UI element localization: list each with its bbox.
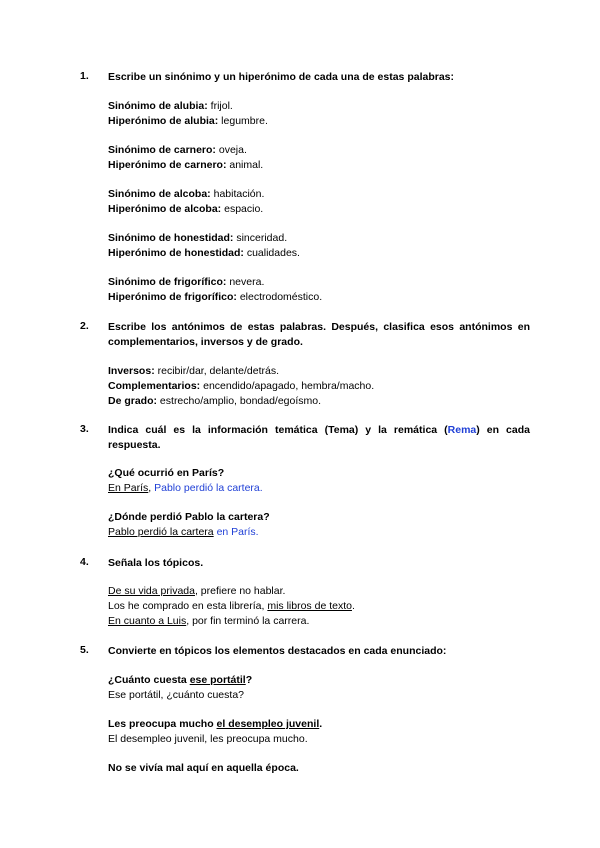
synonym-line: Sinónimo de honestidad: sinceridad. [108, 232, 288, 244]
converted-line: Ese portátil, ¿cuánto cuesta? [108, 689, 244, 701]
hypernym-line: Hiperónimo de frigorífico: electrodoméstico. [108, 291, 323, 303]
sub-question: ¿Qué ocurrió en París? [108, 467, 225, 479]
antonym-line: Complementarios: encendido/apagado, hembra/macho. [108, 380, 375, 392]
synonym-line: Sinónimo de carnero: oveja. [108, 144, 247, 156]
tema-text: En París [108, 482, 149, 494]
question-text: Escribe los antónimos de estas palabras. Después, clasifica esos antónimos en complementarios, inversos y de grado. [108, 321, 530, 348]
antonym-line: De grado: estrecho/amplio, bondad/egoísmo. [108, 395, 322, 407]
topic-line: De su vida privada, prefiere no hablar. [108, 585, 286, 597]
answer-3 [108, 466, 528, 540]
tema-text: Pablo perdió la cartera [108, 526, 214, 538]
answer-5 [108, 673, 528, 776]
question-number: 5. [80, 644, 89, 656]
statement-line: ¿Cuánto cuesta ese portátil? [108, 674, 253, 686]
answer-1 [108, 99, 528, 305]
synonym-line: Sinónimo de alubia: frijol. [108, 100, 233, 112]
hypernym-line: Hiperónimo de alubia: legumbre. [108, 115, 268, 127]
hypernym-line: Hiperónimo de honestidad: cualidades. [108, 247, 300, 259]
answer-4 [108, 584, 528, 629]
topic-line: Los he comprado en esta librería, mis libros de texto. [108, 600, 355, 612]
question-1 [80, 70, 530, 85]
rema-text: en París. [216, 526, 259, 538]
rema-label: Rema [447, 424, 477, 436]
hypernym-line: Hiperónimo de carnero: animal. [108, 159, 264, 171]
answer-line [108, 525, 528, 540]
question-5 [80, 644, 530, 659]
hypernym-line: Hiperónimo de alcoba: espacio. [108, 203, 264, 215]
synonym-line: Sinónimo de alcoba: habitación. [108, 188, 265, 200]
statement-line: No se vivía mal aquí en aquella época. [108, 762, 299, 774]
synonym-line: Sinónimo de frigorífico: nevera. [108, 276, 265, 288]
statement-line: Les preocupa mucho el desempleo juvenil. [108, 718, 323, 730]
topic-line: En cuanto a Luis, por fin terminó la carrera. [108, 615, 310, 627]
antonym-line: Inversos: recibir/dar, delante/detrás. [108, 365, 280, 377]
question-text: Señala los tópicos. [108, 557, 204, 569]
answer-line: En París, Pablo perdió la cartera. [108, 482, 263, 494]
question-4 [80, 556, 530, 571]
question-3 [80, 423, 530, 453]
question-number: 1. [80, 70, 89, 82]
question-text: Convierte en tópicos los elementos destacados en cada enunciado: [108, 645, 447, 657]
question-2 [80, 320, 530, 350]
question-number: 4. [80, 556, 89, 568]
question-number: 2. [80, 320, 89, 332]
rema-text: Pablo perdió la cartera. [154, 482, 263, 494]
question-text: Escribe un sinónimo y un hiperónimo de cada una de estas palabras: [108, 71, 455, 83]
question-number: 3. [80, 423, 89, 435]
answer-2 [108, 364, 528, 409]
question-text: Indica cuál es la información temática (Tema) y la remática (Rema) en cada respuesta. [108, 424, 530, 451]
sub-question: ¿Dónde perdió Pablo la cartera? [108, 511, 270, 523]
converted-line: El desempleo juvenil, les preocupa mucho. [108, 733, 308, 745]
